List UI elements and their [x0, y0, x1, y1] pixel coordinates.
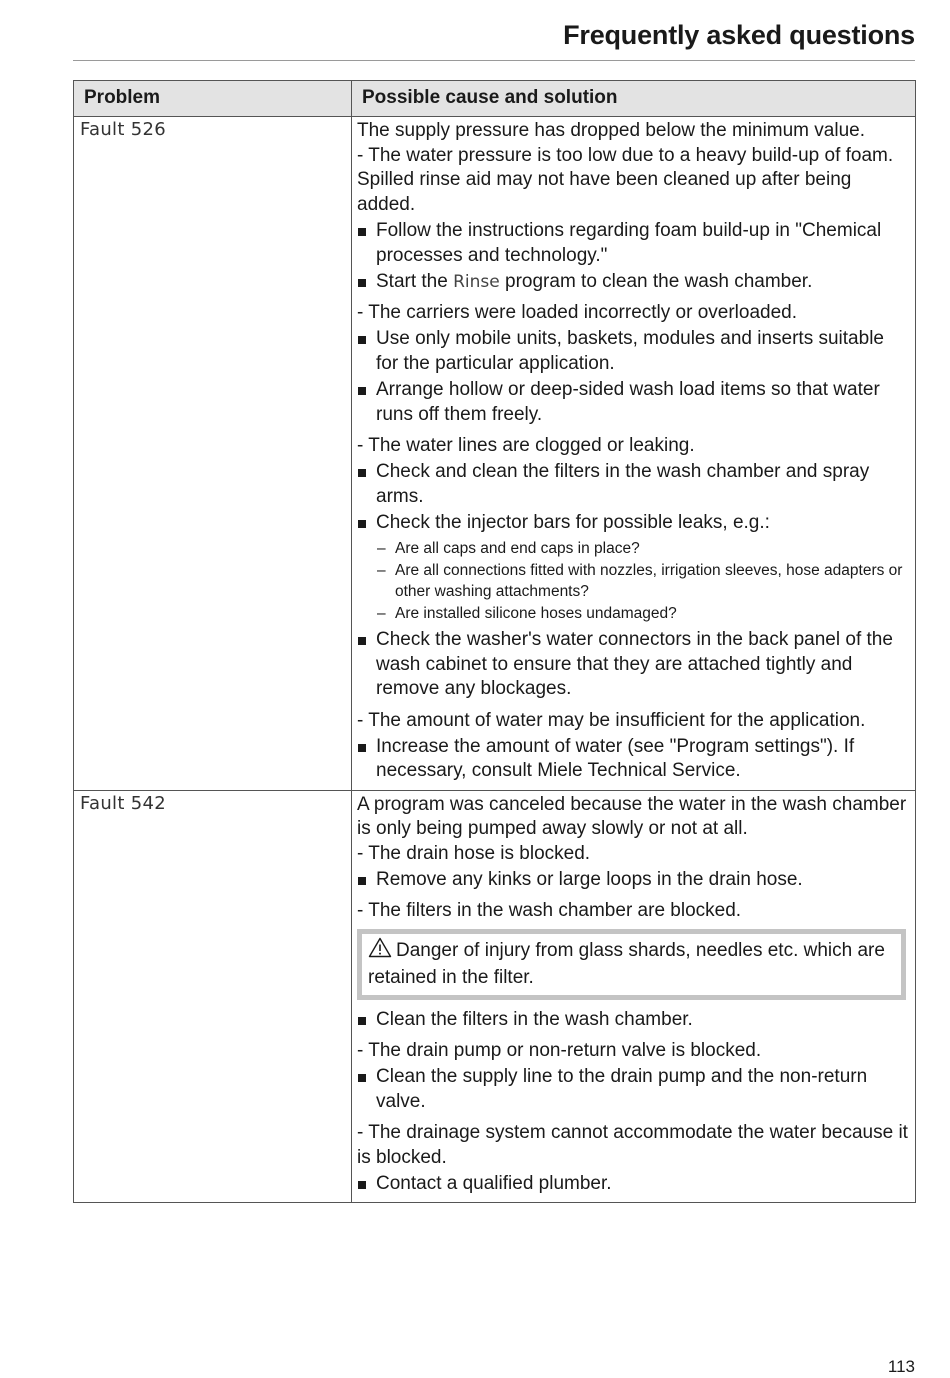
faq-table: [73, 80, 916, 1203]
square-bullet-icon: [358, 469, 366, 477]
table-header-row: [74, 81, 916, 117]
step-text: Clean the filters in the wash chamber.: [376, 1008, 693, 1030]
solution-cell: [352, 117, 916, 791]
list-item: [357, 1008, 911, 1033]
sub-list-item: [376, 560, 911, 604]
sub-list: [376, 538, 911, 625]
step-text: Follow the instructions regarding foam build-up in "Chemical processes and technology.": [376, 219, 882, 266]
list-item: [357, 378, 911, 427]
square-bullet-icon: [358, 637, 366, 645]
step-text-pre: Start the: [376, 270, 454, 292]
list-item: [357, 327, 911, 376]
sub-item-text: Are all connections fitted with nozzles, irrigation sleeves, hose adapters or other washing attachments?: [395, 561, 903, 601]
step-text: Contact a qualified plumber.: [376, 1172, 612, 1194]
sub-item-text: Are all caps and end caps in place?: [395, 539, 640, 557]
list-item: [357, 868, 911, 893]
steps-list: [357, 868, 911, 893]
cause-text: - The amount of water may be insufficient for the application.: [357, 710, 866, 732]
title-divider: [73, 60, 915, 61]
program-name: Rinse: [453, 271, 500, 292]
problem-cell: Fault 526: [74, 117, 352, 791]
intro-text: A program was canceled because the water in the wash chamber is only being pumped away slowly or not at all.: [357, 793, 907, 840]
square-bullet-icon: [358, 279, 366, 287]
sub-list-item: [376, 603, 911, 625]
list-item: [357, 735, 911, 784]
table-row: [74, 117, 916, 791]
list-item: [357, 1065, 911, 1114]
step-text: Check the washer's water connectors in the back panel of the wash cabinet to ensure that they are attached tightly and remove any blockages.: [376, 628, 893, 700]
step-text: Remove any kinks or large loops in the drain hose.: [376, 868, 803, 890]
solution-cell: [352, 790, 916, 1202]
warning-box: [357, 929, 906, 999]
list-item: [357, 460, 911, 509]
cause-text: - The water lines are clogged or leaking.: [357, 435, 695, 457]
dash-icon: –: [377, 561, 386, 579]
list-item: [357, 1172, 911, 1197]
square-bullet-icon: [358, 520, 366, 528]
step-text: Use only mobile units, baskets, modules and inserts suitable for the particular application.: [376, 328, 884, 374]
steps-list: [357, 1065, 911, 1114]
square-bullet-icon: [358, 1017, 366, 1025]
list-item: [357, 219, 911, 268]
square-bullet-icon: [358, 1181, 366, 1189]
step-text: Arrange hollow or deep-sided wash load items so that water runs off them freely.: [376, 379, 880, 425]
cause-text: - The drain hose is blocked.: [357, 843, 591, 865]
step-text: Check and clean the filters in the wash chamber and spray arms.: [376, 461, 870, 507]
cause-text: - The drainage system cannot accommodate the water because it is blocked.: [357, 1122, 908, 1169]
steps-list: [357, 735, 911, 784]
square-bullet-icon: [358, 1074, 366, 1082]
warning-triangle-icon: [368, 937, 392, 966]
cause-text: - The carriers were loaded incorrectly or overloaded.: [357, 302, 798, 324]
column-header-problem: Problem: [74, 81, 352, 117]
step-text: Increase the amount of water (see "Program settings"). If necessary, consult Miele Technical Service.: [376, 735, 855, 782]
column-header-solution: Possible cause and solution: [352, 81, 916, 117]
cause-text: - The filters in the wash chamber are blocked.: [357, 900, 742, 922]
steps-list: [357, 219, 911, 295]
page-title: Frequently asked questions: [563, 20, 915, 50]
steps-list: [357, 1008, 911, 1033]
steps-list: [357, 327, 911, 427]
warning-text: Danger of injury from glass shards, needles etc. which are retained in the filter.: [368, 940, 885, 988]
list-item: [357, 511, 911, 625]
square-bullet-icon: [358, 744, 366, 752]
cause-text: - The water pressure is too low due to a heavy build-up of foam. Spilled rinse aid may not have been cleaned up after being added.: [357, 144, 894, 216]
intro-text: The supply pressure has dropped below the minimum value.: [357, 120, 865, 141]
square-bullet-icon: [358, 336, 366, 344]
sub-list-item: [376, 538, 911, 560]
steps-list: [357, 460, 911, 702]
dash-icon: –: [377, 539, 386, 557]
steps-list: [357, 1172, 911, 1197]
step-text: Check the injector bars for possible leaks, e.g.:: [376, 512, 770, 534]
page-number: 113: [887, 1357, 915, 1376]
list-item: [357, 270, 911, 295]
dash-icon: –: [377, 605, 386, 623]
square-bullet-icon: [358, 228, 366, 236]
square-bullet-icon: [358, 387, 366, 395]
table-row: [74, 790, 916, 1202]
problem-cell: Fault 542: [74, 790, 352, 1202]
step-text: Clean the supply line to the drain pump and the non-return valve.: [376, 1065, 868, 1112]
square-bullet-icon: [358, 877, 366, 885]
step-text-post: program to clean the wash chamber.: [499, 270, 813, 292]
list-item: [357, 628, 911, 702]
cause-text: - The drain pump or non-return valve is blocked.: [357, 1040, 762, 1062]
sub-item-text: Are installed silicone hoses undamaged?: [395, 605, 677, 623]
